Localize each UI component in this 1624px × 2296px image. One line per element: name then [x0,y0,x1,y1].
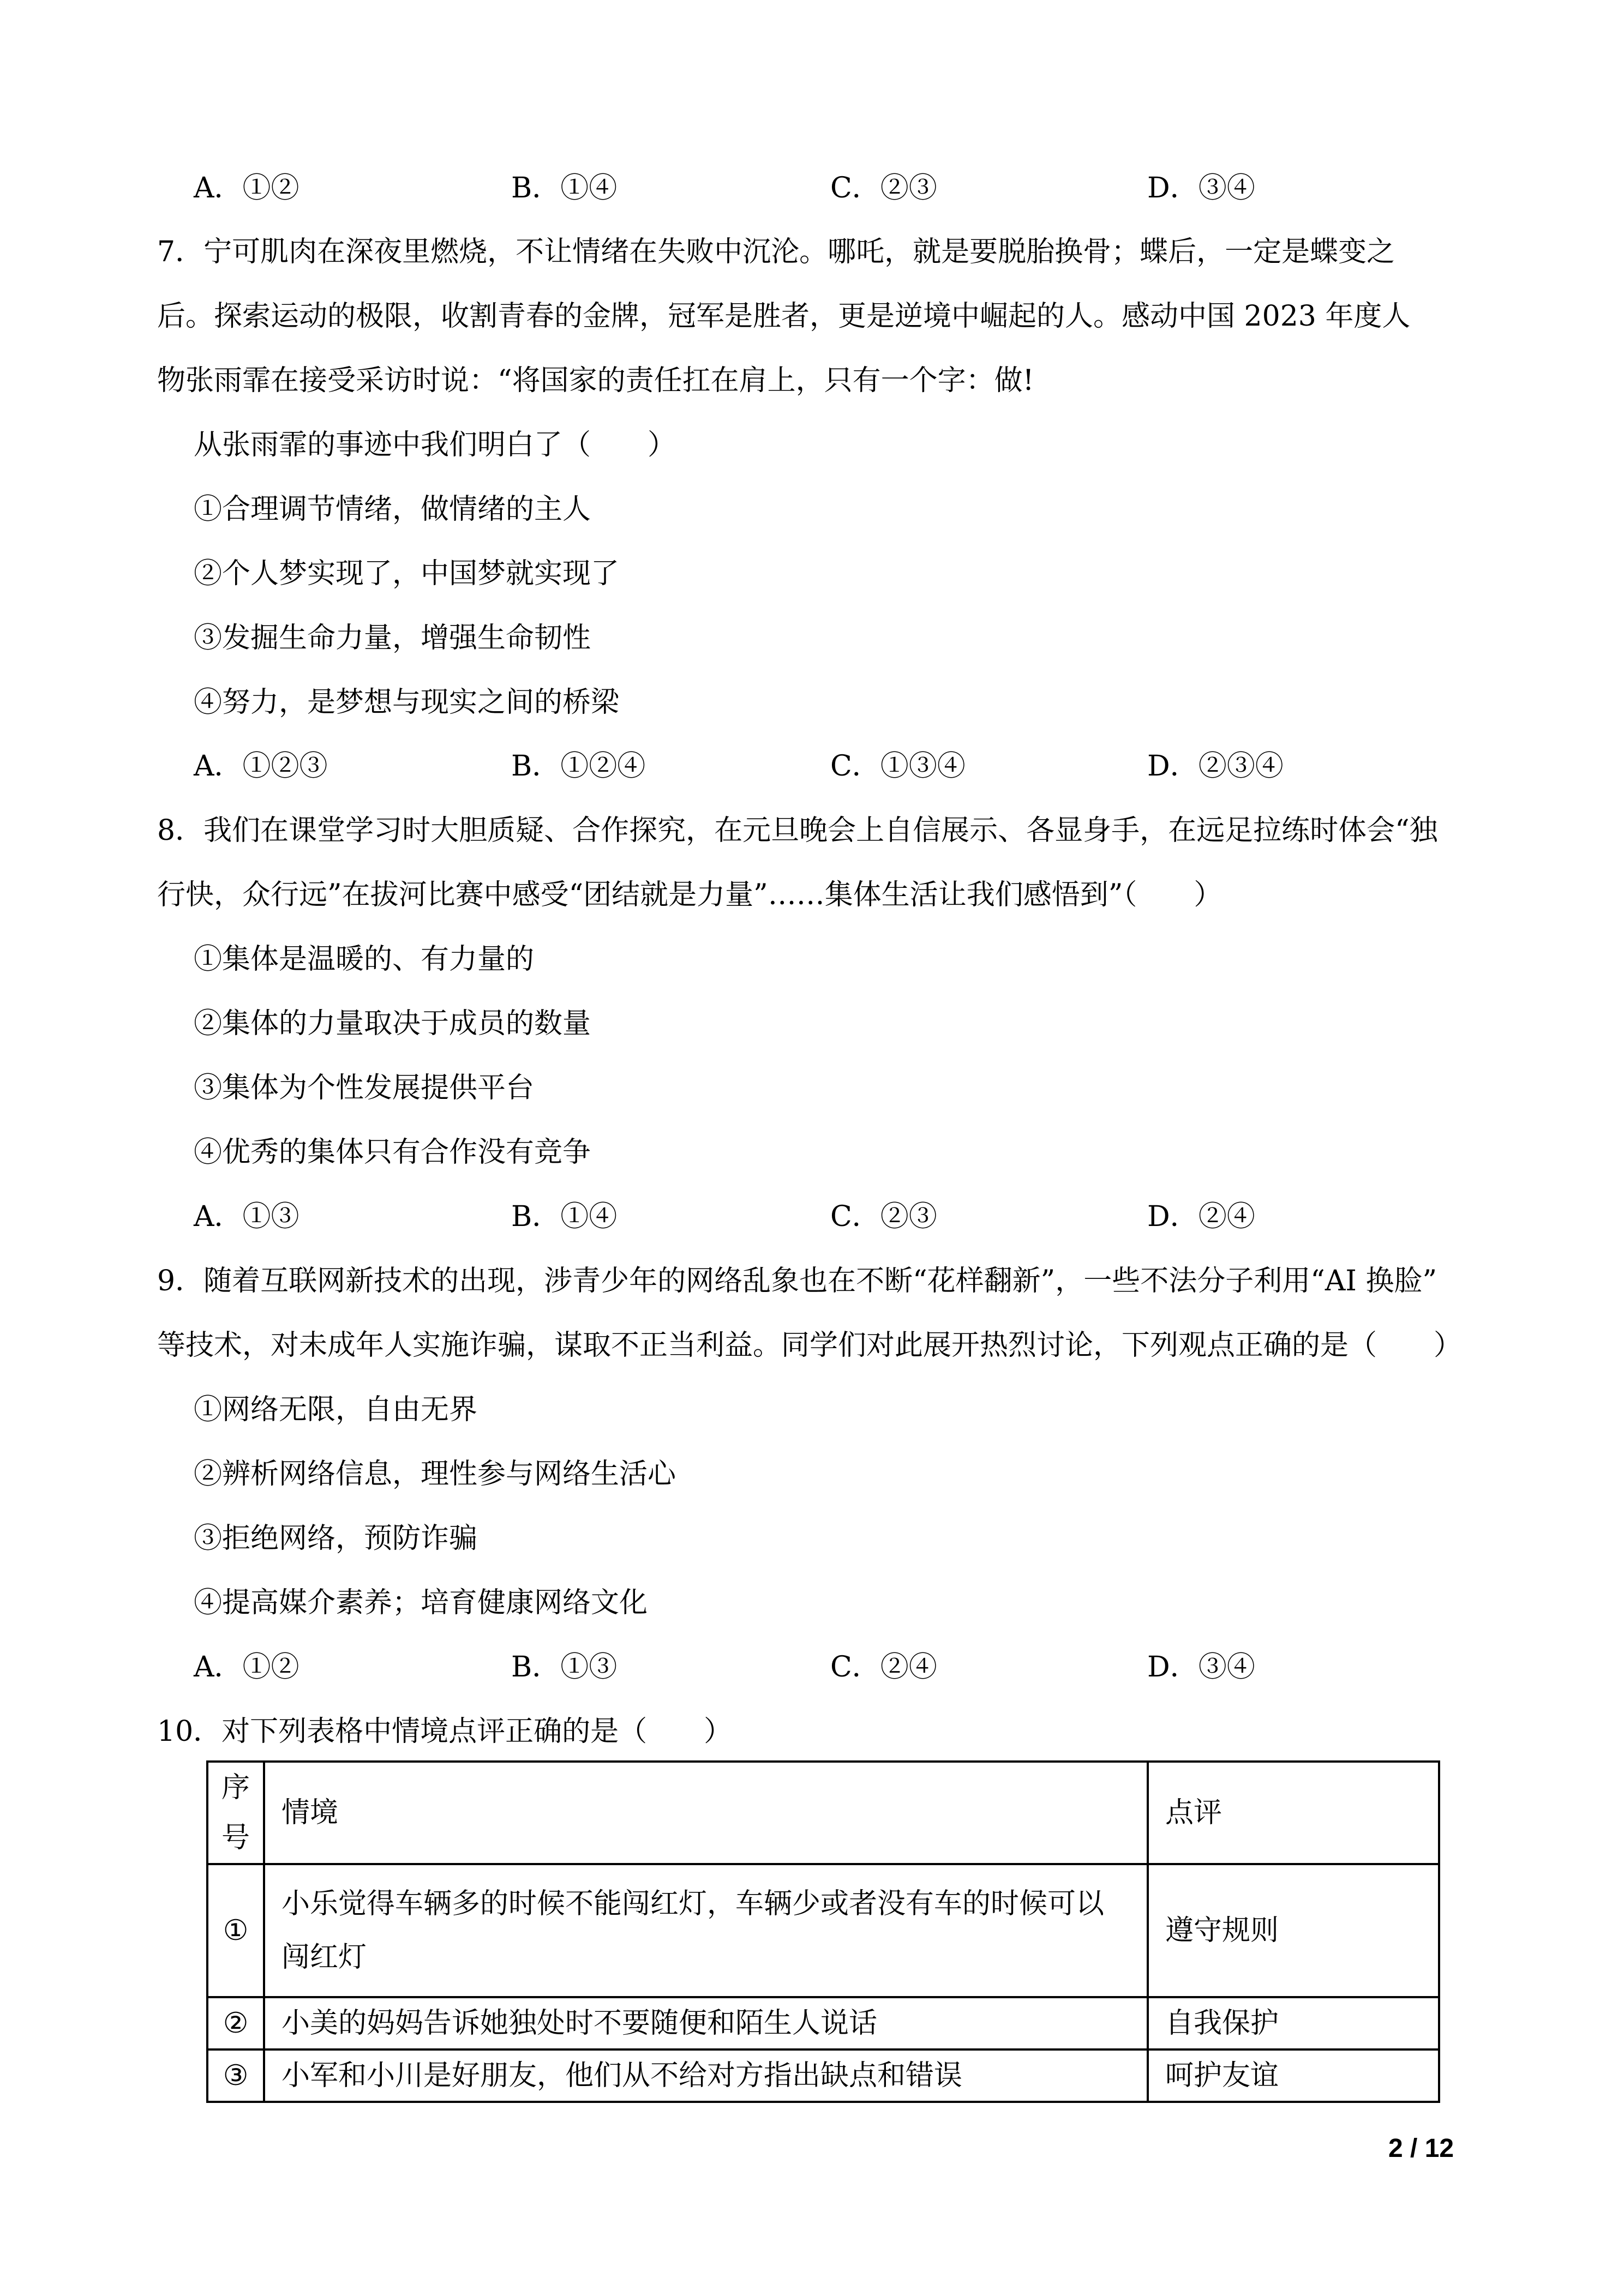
page-number: 2 / 12 [1388,2134,1454,2163]
q7-item-1: ①合理调节情绪，做情绪的主人 [194,493,591,526]
row-situation: 小乐觉得车辆多的时候不能闯红灯，车辆少或者没有车的时候可以闯红灯 [264,1864,1148,1997]
table-row [207,1864,1439,1997]
q6-option-d: D．③④ [1147,172,1255,205]
table-row [207,1997,1439,2049]
row-comment: 自我保护 [1148,1997,1439,2049]
q8-option-b: B．①④ [511,1200,618,1233]
q7-item-3: ③发掘生命力量，增强生命韧性 [194,622,591,654]
q7-item-2: ②个人梦实现了，中国梦就实现了 [194,557,620,590]
q8-option-a: A．①③ [194,1200,299,1233]
row-number: ③ [207,2049,264,2102]
q9-item-3: ③拒绝网络，预防诈骗 [194,1522,478,1555]
q9-stem-line-1: 9．随着互联网新技术的出现，涉青少年的网络乱象也在不断“花样翻新”，一些不法分子利用“AI 换脸” [157,1265,1437,1297]
row-comment: 遵守规则 [1148,1864,1439,1997]
q10-stem: 10．对下列表格中情境点评正确的是（ ） [157,1715,733,1748]
table-row [207,2049,1439,2102]
q6-option-a: A．①② [194,172,299,205]
row-comment: 呵护友谊 [1148,2049,1439,2102]
row-situation: 小美的妈妈告诉她独处时不要随便和陌生人说话 [264,1997,1148,2049]
q7-item-4: ④努力，是梦想与现实之间的桥梁 [194,686,620,719]
q7-options [194,747,1503,785]
row-number: ② [207,1997,264,2049]
q9-item-4: ④提高媒介素养；培育健康网络文化 [194,1586,648,1619]
q9-item-2: ②辨析网络信息，理性参与网络生活心 [194,1458,676,1490]
q8-item-3: ③集体为个性发展提供平台 [194,1072,535,1104]
q9-option-b: B．①③ [511,1651,618,1684]
q7-stem-line-2: 后。探索运动的极限，收割青春的金牌，冠军是胜者，更是逆境中崛起的人。感动中国 2023 年度人 [157,300,1411,333]
scenario-table [206,1760,1440,2103]
q8-item-1: ①集体是温暖的、有力量的 [194,943,535,976]
header-comment: 点评 [1148,1762,1439,1864]
q7-question: 从张雨霏的事迹中我们明白了（ ） [194,429,676,461]
q8-stem-line-2: 行快，众行远”在拔河比赛中感受“团结就是力量”……集体生活让我们感悟到”（ ） [157,879,1223,911]
header-situation: 情境 [264,1762,1148,1864]
q6-option-c: C．②③ [830,172,937,205]
q7-option-b: B．①②④ [511,750,646,783]
q6-option-b: B．①④ [511,172,618,205]
q8-option-d: D．②④ [1147,1200,1255,1233]
q6-options [194,169,1503,207]
row-number: ① [207,1864,264,1997]
q7-stem-line-1: 7．宁可肌肉在深夜里燃烧，不让情绪在失败中沉沦。哪吒，就是要脱胎换骨；蝶后，一定是蝶变之 [157,236,1395,268]
q7-option-d: D．②③④ [1147,750,1284,783]
q9-option-d: D．③④ [1147,1651,1255,1684]
q8-item-4: ④优秀的集体只有合作没有竞争 [194,1136,591,1169]
q9-item-1: ①网络无限，自由无界 [194,1393,478,1426]
table-header-row [207,1762,1439,1864]
q8-option-c: C．②③ [830,1200,937,1233]
q8-item-2: ②集体的力量取决于成员的数量 [194,1007,591,1040]
q9-option-c: C．②④ [830,1651,937,1684]
q7-stem-line-3: 物张雨霏在接受采访时说：“将国家的责任扛在肩上，只有一个字：做! [157,364,1034,397]
q9-stem-line-2: 等技术，对未成年人实施诈骗，谋取不正当利益。同学们对此展开热烈讨论，下列观点正确的是（ ） [157,1329,1463,1362]
q8-options [194,1198,1503,1236]
header-number: 序号 [207,1762,264,1864]
q8-stem-line-1: 8．我们在课堂学习时大胆质疑、合作探究，在元旦晚会上自信展示、各显身手，在远足拉练时体会“独 [157,814,1438,847]
row-situation: 小军和小川是好朋友，他们从不给对方指出缺点和错误 [264,2049,1148,2102]
q7-option-c: C．①③④ [830,750,966,783]
q9-options [194,1648,1503,1686]
q7-option-a: A．①②③ [194,750,328,783]
q9-option-a: A．①② [194,1651,299,1684]
